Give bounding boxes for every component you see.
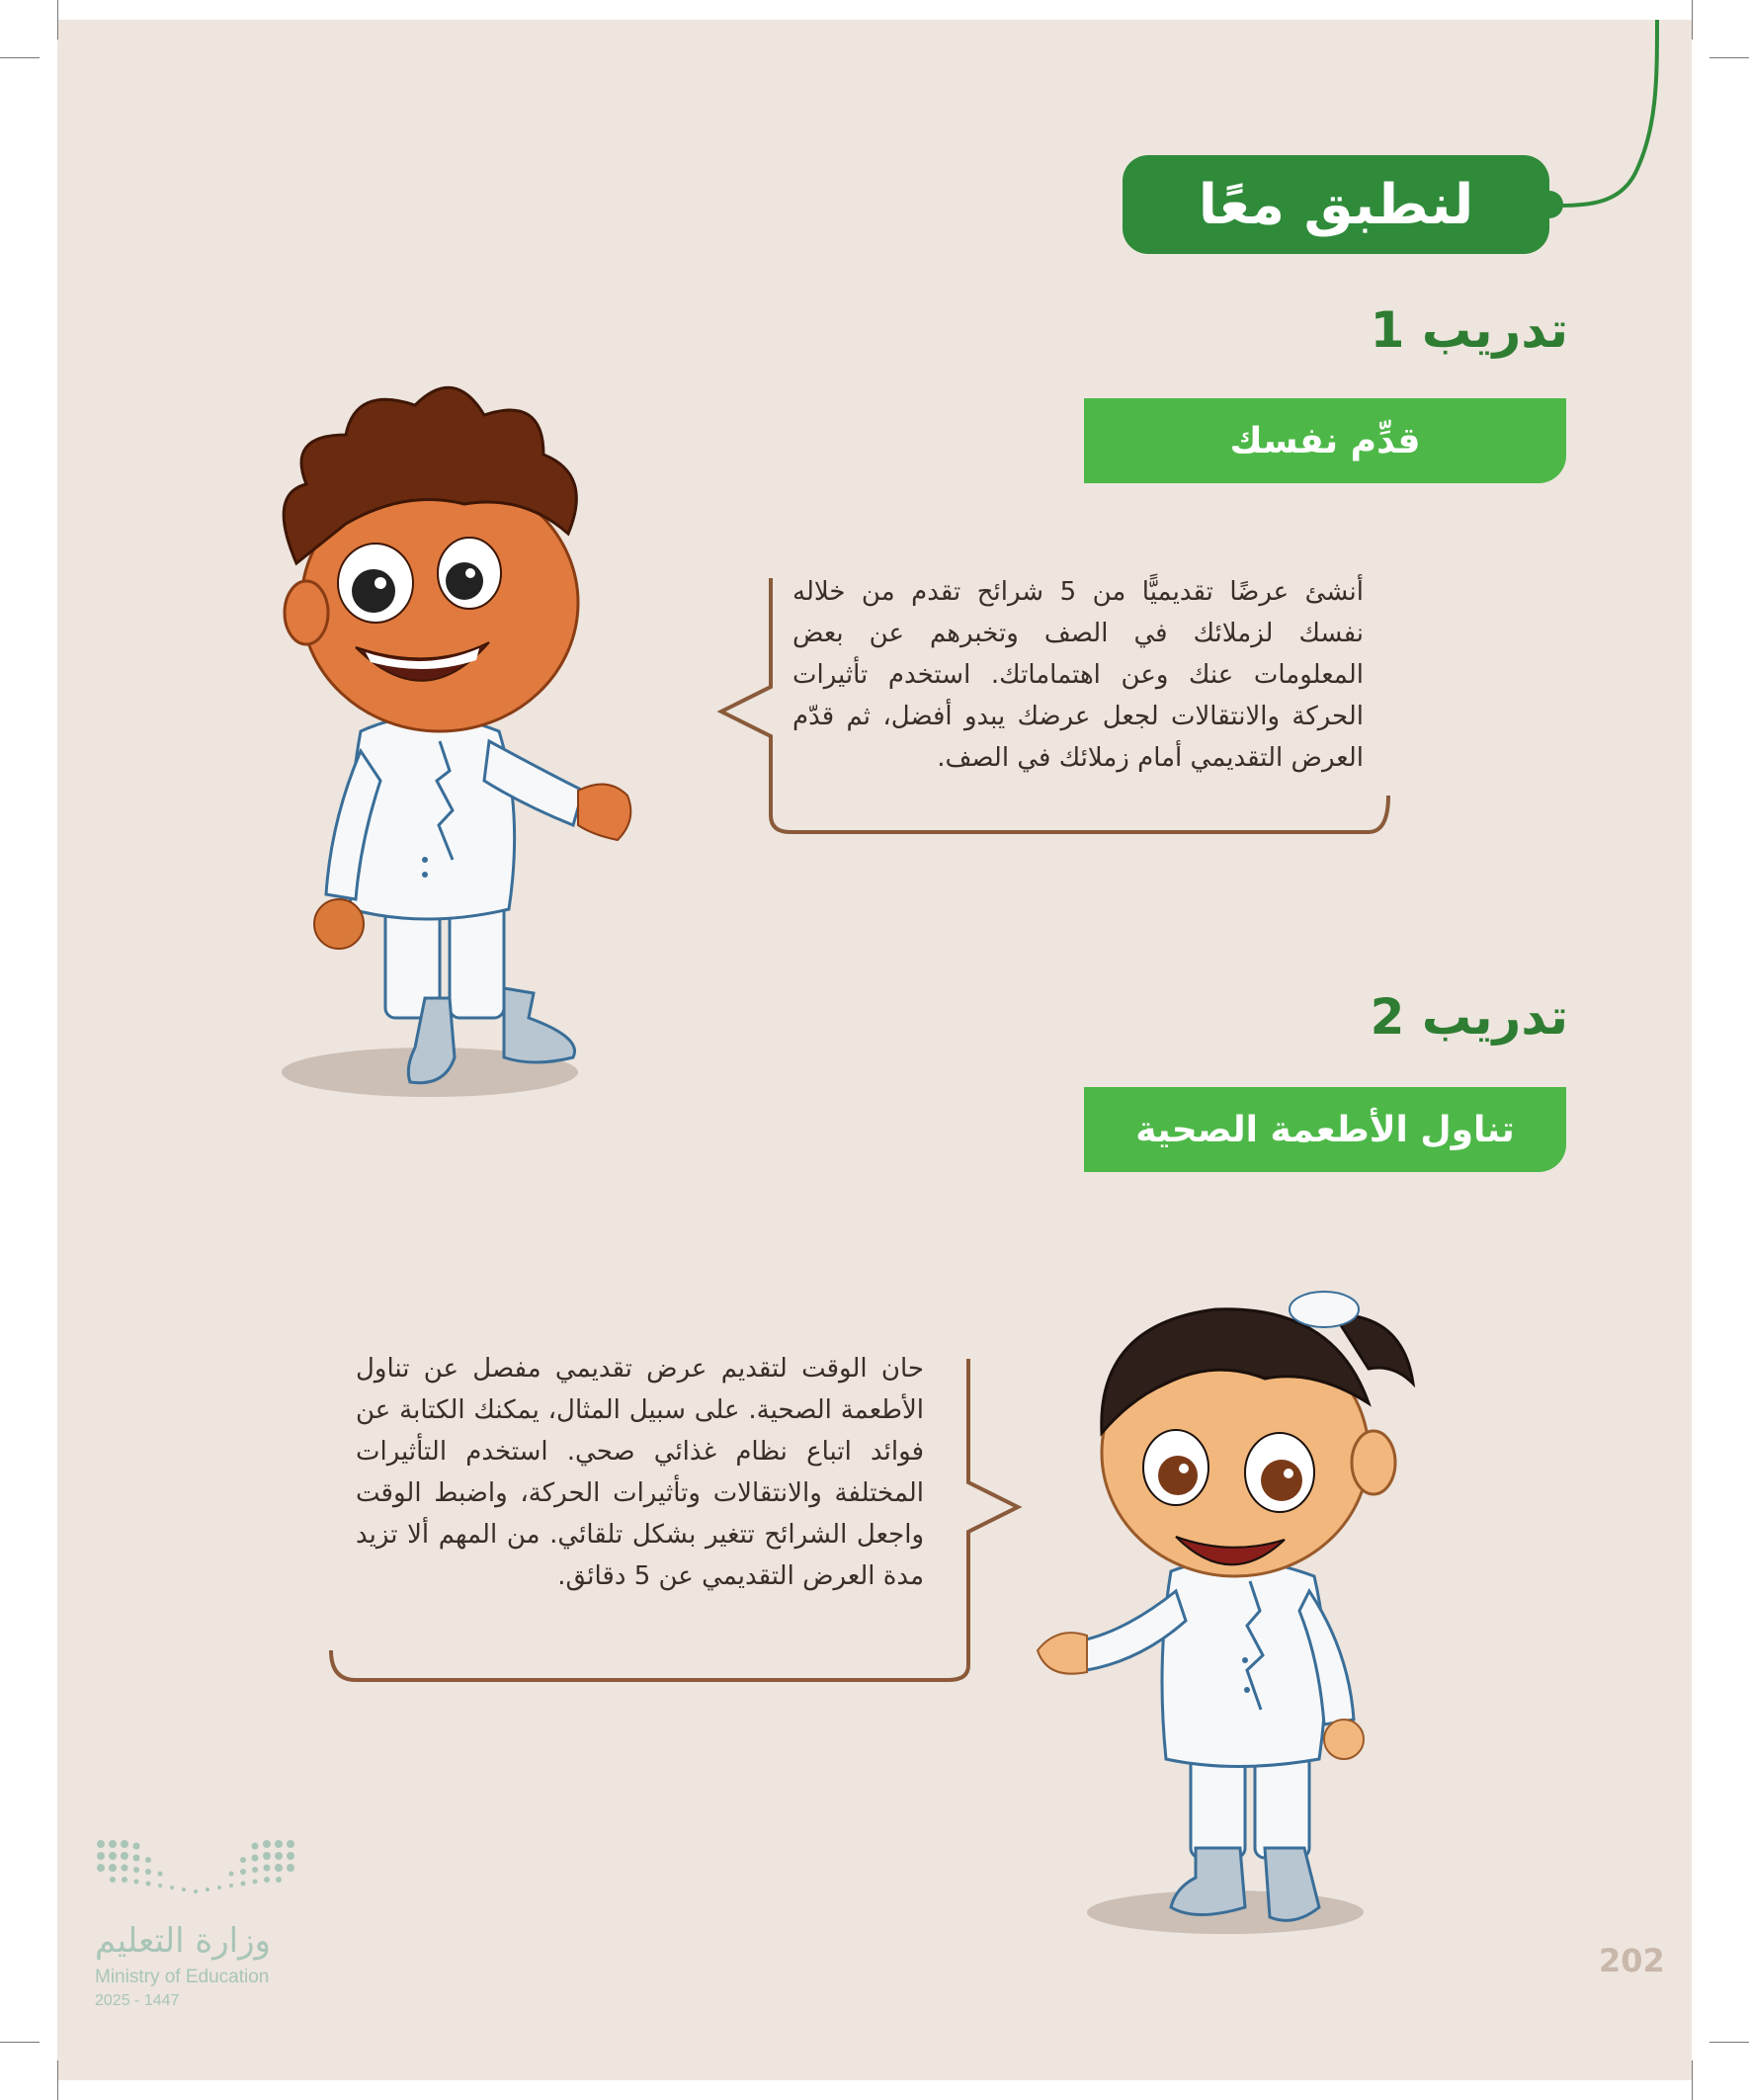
girl-character-illustration [1018,1275,1551,1947]
crop-mark [1692,2060,1693,2100]
ministry-year: 2025 - 1447 [95,1992,180,2009]
exercise-1-text: أنشئ عرضًا تقديميًّا من 5 شرائح تقدم من خلاله نفسك لزملائك في الصف وتخبرهم عن بعض المعلومات عنك وعن اهتماماتك. استخدم تأثيرات الحركة والانتقالات لجعل عرضك يبدو أفضل، ثم قدّم العرض التقديمي أمام زملائك في الصف. [792,577,1364,773]
exercise-2-heading: تدريب 2 [1370,988,1568,1046]
vine-decoration [1541,20,1660,217]
exercise-2-bar-label: تناول الأطعمة الصحية [1135,1109,1515,1150]
exercise-1-heading: تدريب 1 [1370,301,1568,359]
section-title-badge [1123,155,1549,254]
crop-mark [1709,2042,1749,2043]
crop-mark [57,2060,58,2100]
crop-mark [57,0,58,40]
section-title: لنطبق معًا [1198,172,1474,237]
crop-mark [0,2042,40,2043]
crop-mark [0,57,40,58]
exercise-2-bar [1084,1087,1566,1172]
boy-character-illustration [227,376,741,1107]
page-number: 202 [1599,1942,1665,1979]
exercise-1-bar-label: قدِّم نفسك [1229,420,1421,462]
ministry-name-ar: وزارة التعليم [95,1921,271,1961]
ministry-name-en: Ministry of Education [95,1967,270,1987]
crop-mark [1692,0,1693,40]
crop-mark [1709,57,1749,58]
ministry-logo-mark [95,1838,297,1901]
exercise-1-bar [1084,398,1566,483]
exercise-2-text: حان الوقت لتقديم عرض تقديمي مفصل عن تناول الأطعمة الصحية. على سبيل المثال، يمكنك الكتابة عن فوائد اتباع نظام غذائي صحي. استخدم التأثيرات المختلفة والانتقالات وتأثيرات الحركة، واضبط الوقت واجعل الشرائح تتغير بشكل تلقائي. من المهم ألا تزيد مدة العرض التقديمي عن 5 دقائق. [356,1354,924,1591]
